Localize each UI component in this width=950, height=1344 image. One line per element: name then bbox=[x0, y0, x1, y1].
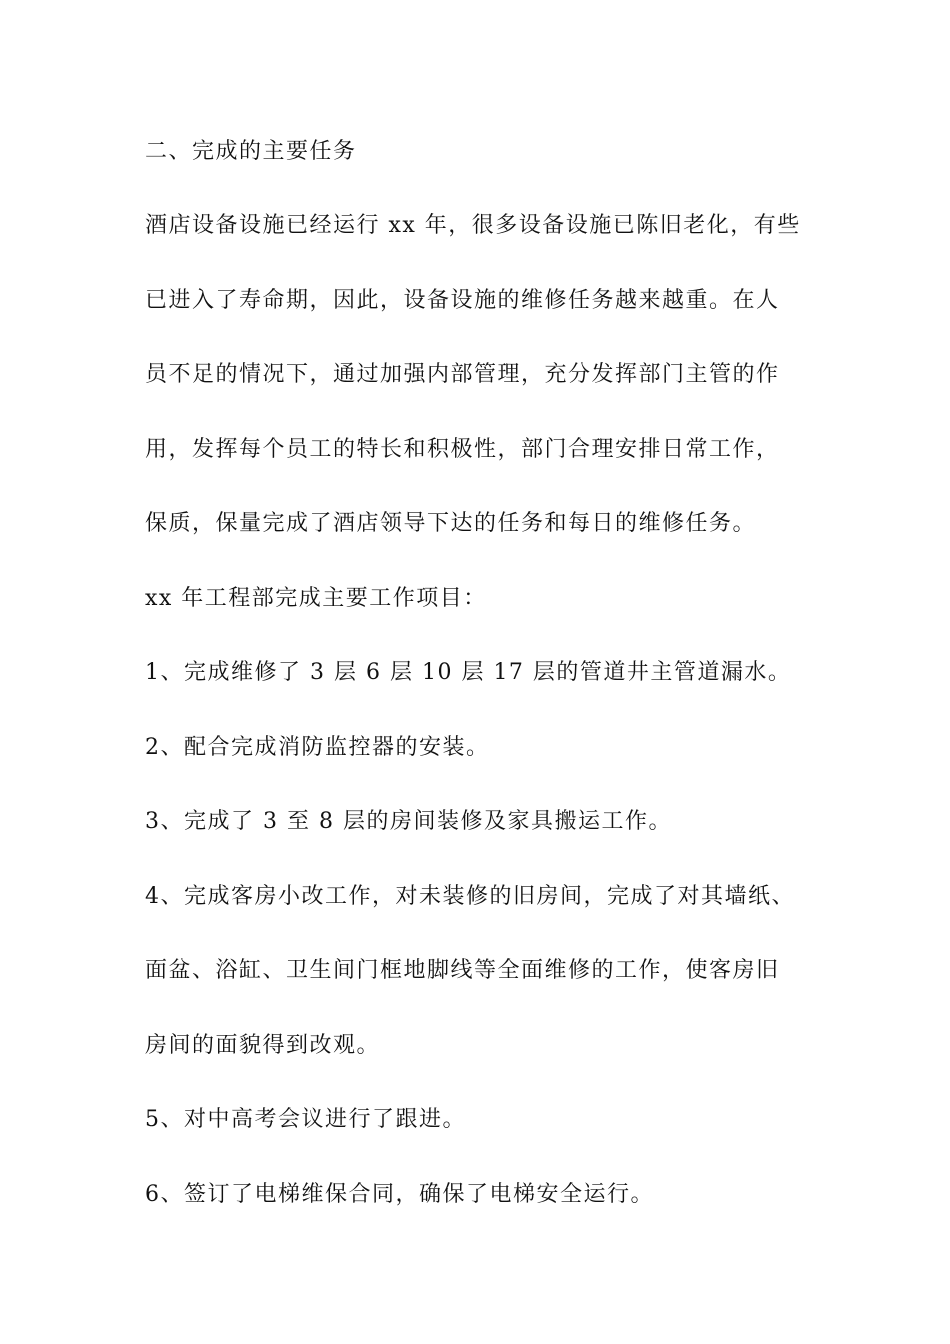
list-item: 4、完成客房小改工作，对未装修的旧房间，完成了对其墙纸、 bbox=[145, 884, 795, 909]
paragraph-line: 已进入了寿命期，因此，设备设施的维修任务越来越重。在人 bbox=[145, 288, 780, 313]
list-item: 5、对中高考会议进行了跟进。 bbox=[145, 1107, 466, 1132]
list-item: 2、配合完成消防监控器的安装。 bbox=[145, 735, 490, 760]
list-item-continued: 面盆、浴缸、卫生间门框地脚线等全面维修的工作，使客房旧 bbox=[145, 958, 780, 983]
list-item: 1、完成维修了 3 层 6 层 10 层 17 层的管道井主管道漏水。 bbox=[145, 660, 792, 685]
list-intro: xx 年工程部完成主要工作项目： bbox=[145, 586, 487, 611]
section-heading: 二、完成的主要任务 bbox=[145, 139, 357, 164]
paragraph-line: 员不足的情况下，通过加强内部管理，充分发挥部门主管的作 bbox=[145, 362, 780, 387]
paragraph-line: 酒店设备设施已经运行 xx 年，很多设备设施已陈旧老化，有些 bbox=[145, 213, 801, 238]
list-item: 3、完成了 3 至 8 层的房间装修及家具搬运工作。 bbox=[145, 809, 672, 834]
paragraph-line: 保质，保量完成了酒店领导下达的任务和每日的维修任务。 bbox=[145, 511, 757, 536]
list-item-continued: 房间的面貌得到改观。 bbox=[145, 1033, 381, 1058]
list-item: 6、签订了电梯维保合同，确保了电梯安全运行。 bbox=[145, 1182, 654, 1207]
paragraph-line: 用，发挥每个员工的特长和积极性，部门合理安排日常工作， bbox=[145, 437, 780, 462]
